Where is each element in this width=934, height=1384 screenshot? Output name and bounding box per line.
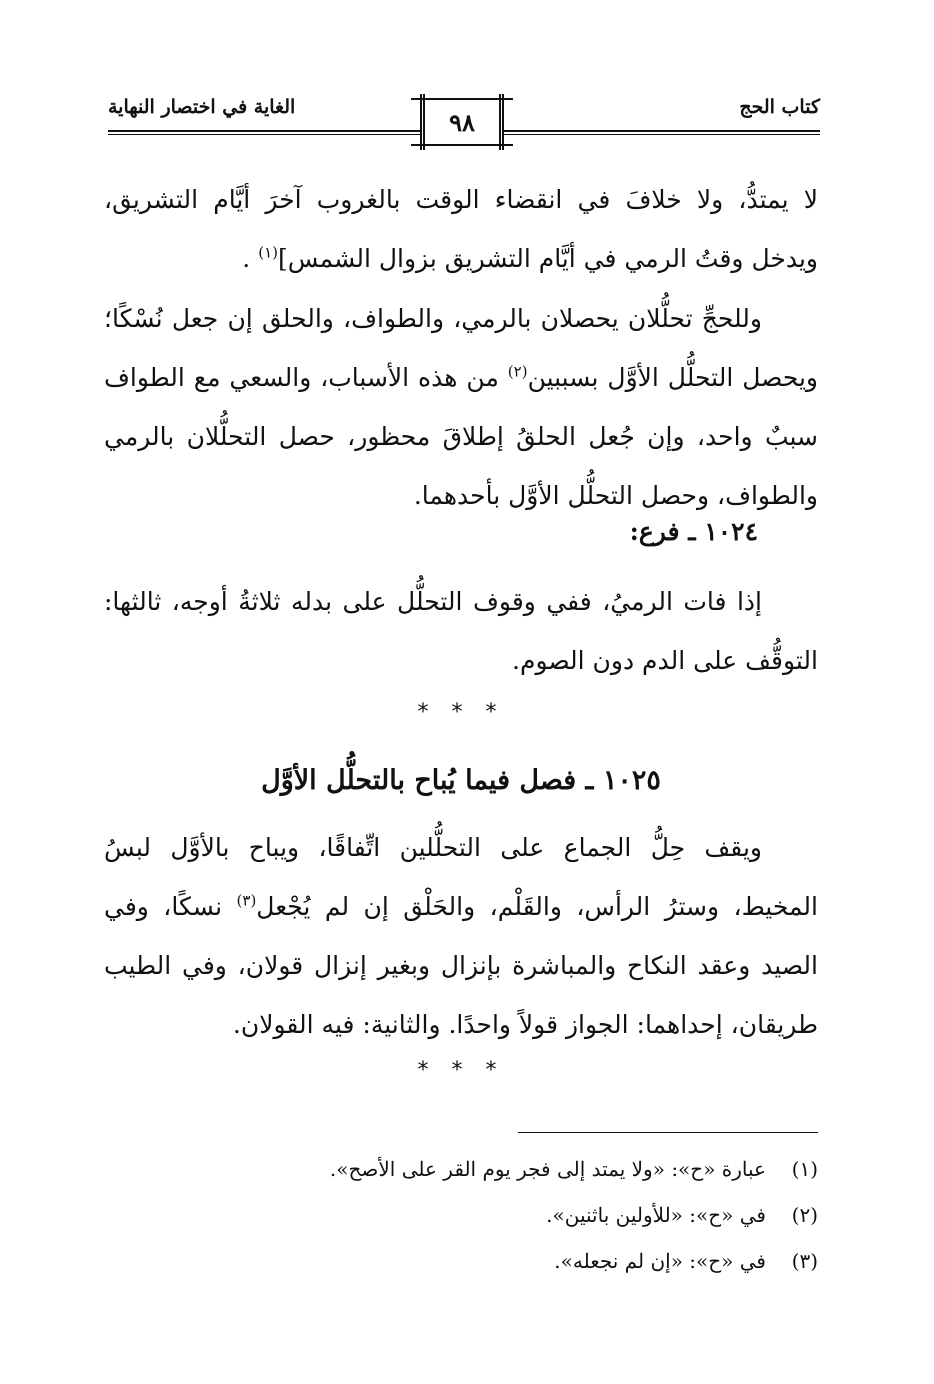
page-number-frame bbox=[420, 94, 504, 150]
page-header bbox=[108, 96, 820, 156]
separator-stars: * * * bbox=[417, 700, 505, 725]
paragraph-4-part2: نسكًا، وفي الصيد وعقد النكاح والمباشرة بإنزال وبغير إنزال قولان، وفي الطيب طريقان، إحداهما: الجواز قولاً واحدًا. والثانية: فيه القولان. bbox=[104, 892, 818, 1039]
running-title-left: الغاية في اختصار النهاية bbox=[108, 96, 296, 118]
footnote-number: (٢) bbox=[791, 1203, 818, 1227]
paragraph-2 bbox=[104, 289, 818, 525]
footnote-item bbox=[104, 1146, 818, 1192]
paragraph-2-part1: وللحجِّ تحلُّلان يحصلان بالرمي، والطواف، والحلق إن جعل نُسْكًا؛ ويحصل التحلُّل الأوَّل بسببين bbox=[104, 304, 818, 392]
footnote-number: (٣) bbox=[791, 1249, 818, 1273]
paragraph-4-part1: ويقف حِلُّ الجماع على التحلُّلين اتِّفاقًا، ويباح بالأوَّل لبسُ المخيط، وسترُ الرأس، والقَلْم، والحَلْق إن لم يُجْعل bbox=[104, 833, 818, 921]
separator-stars-bottom: * * * bbox=[417, 1058, 505, 1083]
paragraph-1-text: لا يمتدُّ، ولا خلافَ في انقضاء الوقت بالغروب آخرَ أيَّام التشريق، ويدخل وقتُ الرمي في أيَّام التشريق بزوال الشمس] bbox=[104, 185, 818, 273]
footnote-item bbox=[104, 1238, 818, 1284]
footnote-ref-3[interactable]: (٣) bbox=[236, 891, 257, 910]
running-title-right: كتاب الحج bbox=[739, 96, 820, 118]
footnote-ref-2[interactable]: (٢) bbox=[507, 362, 528, 381]
paragraph-3: إذا فات الرميُ، ففي وقوف التحلُّل على بدله ثلاثةُ أوجه، ثالثها: التوقُّف على الدم دون الصوم. bbox=[104, 587, 818, 675]
footnote-item bbox=[104, 1192, 818, 1238]
footnote-text: عبارة «ح»: «ولا يمتد إلى فجر يوم القر على الأصح». bbox=[329, 1157, 766, 1181]
section-heading: ١٠٢٥ ـ فصل فيما يُباح بالتحلُّل الأوَّل bbox=[261, 765, 661, 796]
footnote-divider bbox=[518, 1132, 818, 1133]
footnote-text: في «ح»: «إن لم نجعله». bbox=[554, 1249, 766, 1273]
footnote-ref-1[interactable]: (١) bbox=[258, 243, 278, 262]
paragraph-2-part2: من هذه الأسباب، والسعي مع الطواف سببٌ واحد، وإن جُعل الحلقُ إطلاقَ محظور، حصل التحلُّلان بالرمي والطواف، وحصل التحلُّل الأوَّل بأحدهما. bbox=[104, 363, 818, 510]
paragraph-1 bbox=[104, 170, 818, 288]
page-number: ٩٨ bbox=[449, 108, 475, 137]
footnotes bbox=[104, 1146, 818, 1284]
footnote-number: (١) bbox=[791, 1157, 818, 1181]
paragraph-1-end: . bbox=[242, 244, 259, 273]
branch-heading: ١٠٢٤ ـ فرع: bbox=[629, 517, 758, 546]
paragraph-4 bbox=[104, 818, 818, 1054]
footnote-text: في «ح»: «للأولين باثنين». bbox=[546, 1203, 766, 1227]
